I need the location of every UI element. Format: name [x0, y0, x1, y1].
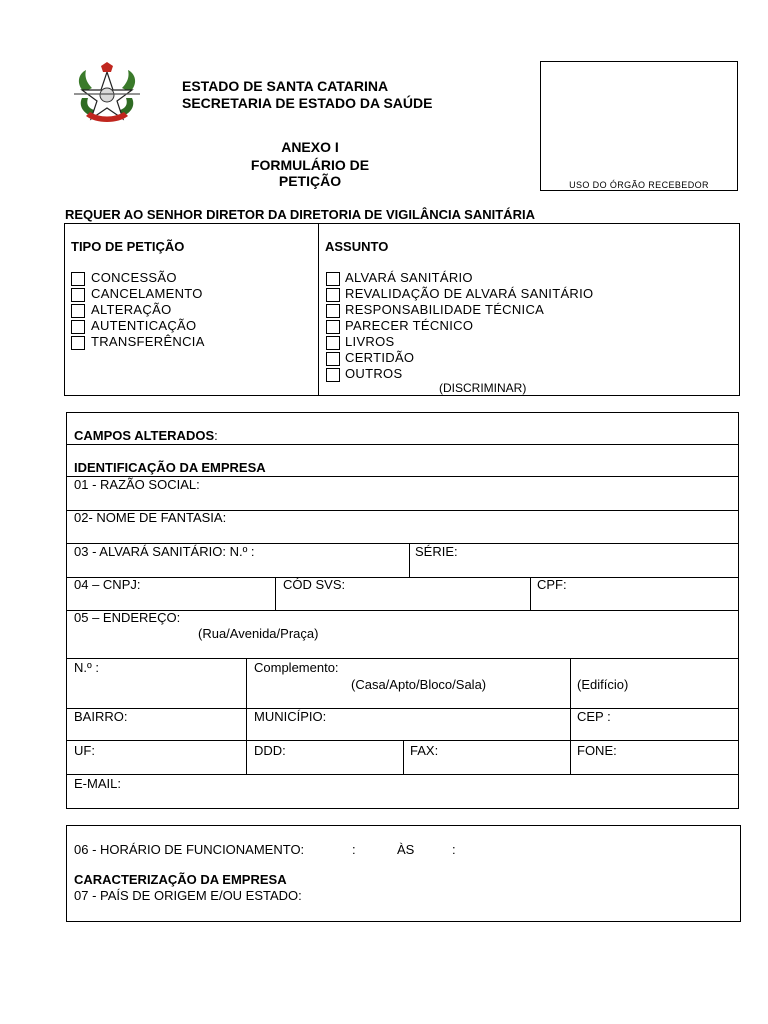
secretariat-name: SECRETARIA DE ESTADO DA SAÚDE: [182, 95, 433, 111]
petition-divider: [318, 223, 319, 396]
address-field[interactable]: 05 – ENDEREÇO:: [74, 610, 181, 625]
col-line: [409, 543, 410, 577]
changed-fields-label: CAMPOS ALTERADOS:: [74, 428, 218, 443]
option-label: AUTENTICAÇÃO: [91, 318, 197, 333]
receiver-stamp-box: [540, 61, 738, 191]
option-label: REVALIDAÇÃO DE ALVARÁ SANITÁRIO: [345, 286, 594, 301]
serie-field[interactable]: SÉRIE:: [415, 544, 458, 559]
checkbox-alvara-sanitario[interactable]: [326, 272, 340, 286]
cep-field[interactable]: CEP :: [577, 709, 611, 724]
col-line: [246, 658, 247, 774]
coat-of-arms-logo: [70, 62, 144, 124]
state-name: ESTADO DE SANTA CATARINA: [182, 78, 389, 94]
hours-colon-end: :: [452, 842, 456, 857]
nome-fantasia-field[interactable]: 02- NOME DE FANTASIA:: [74, 510, 227, 525]
col-line: [570, 658, 571, 774]
checkbox-revalidacao[interactable]: [326, 288, 340, 302]
checkbox-livros[interactable]: [326, 336, 340, 350]
col-line: [530, 577, 531, 610]
cpf-field[interactable]: CPF:: [537, 577, 567, 592]
option-label: ALVARÁ SANITÁRIO: [345, 270, 473, 285]
email-field[interactable]: E-MAIL:: [74, 776, 121, 791]
checkbox-certidao[interactable]: [326, 352, 340, 366]
building-field[interactable]: (Edifício): [577, 677, 629, 692]
row-line: [66, 577, 739, 578]
form-title: FORMULÁRIO DE PETIÇÃO: [250, 157, 370, 189]
fax-field[interactable]: FAX:: [410, 743, 439, 758]
alvara-number-field[interactable]: 03 - ALVARÁ SANITÁRIO: N.º :: [74, 544, 255, 559]
request-line: REQUER AO SENHOR DIRETOR DA DIRETORIA DE VIGILÂNCIA SANITÁRIA: [65, 207, 535, 222]
opening-hours-field[interactable]: 06 - HORÁRIO DE FUNCIONAMENTO:: [74, 842, 305, 857]
checkbox-transferencia[interactable]: [71, 336, 85, 350]
razao-social-field[interactable]: 01 - RAZÃO SOCIAL:: [74, 477, 200, 492]
discriminate-note: (DISCRIMINAR): [439, 381, 527, 395]
identification-heading: IDENTIFICAÇÃO DA EMPRESA: [74, 460, 266, 475]
option-label: RESPONSABILIDADE TÉCNICA: [345, 302, 545, 317]
subject-heading: ASSUNTO: [325, 239, 389, 254]
row-line: [66, 658, 739, 659]
row-line: [66, 708, 739, 709]
uf-field[interactable]: UF:: [74, 743, 95, 758]
option-label: ALTERAÇÃO: [91, 302, 172, 317]
number-field[interactable]: N.º :: [74, 660, 99, 675]
municipality-field[interactable]: MUNICÍPIO:: [254, 709, 327, 724]
row-line: [66, 774, 739, 775]
hours-to-label: ÀS: [397, 842, 415, 857]
ddd-field[interactable]: DDD:: [254, 743, 286, 758]
checkbox-outros[interactable]: [326, 368, 340, 382]
option-label: CERTIDÃO: [345, 350, 415, 365]
origin-field[interactable]: 07 - PAÍS DE ORIGEM E/OU ESTADO:: [74, 888, 302, 903]
complement-field[interactable]: Complemento:: [254, 660, 339, 675]
characterization-heading: CARACTERIZAÇÃO DA EMPRESA: [74, 872, 287, 887]
complement-hint: (Casa/Apto/Bloco/Sala): [351, 677, 487, 692]
checkbox-cancelamento[interactable]: [71, 288, 85, 302]
petition-heading: TIPO DE PETIÇÃO: [71, 239, 185, 254]
hours-colon-start: :: [352, 842, 356, 857]
checkbox-parecer-tecnico[interactable]: [326, 320, 340, 334]
annex-title: ANEXO I: [281, 139, 339, 155]
option-label: CANCELAMENTO: [91, 286, 203, 301]
row-line: [66, 444, 739, 445]
checkbox-responsabilidade-tecnica[interactable]: [326, 304, 340, 318]
receiver-box-label: USO DO ÓRGÃO RECEBEDOR: [569, 180, 709, 190]
option-label: LIVROS: [345, 334, 395, 349]
cnpj-field[interactable]: 04 – CNPJ:: [74, 577, 141, 592]
checkbox-autenticacao[interactable]: [71, 320, 85, 334]
phone-field[interactable]: FONE:: [577, 743, 617, 758]
cod-svs-field[interactable]: CÓD SVS:: [283, 577, 346, 592]
option-label: PARECER TÉCNICO: [345, 318, 474, 333]
address-hint: (Rua/Avenida/Praça): [198, 626, 319, 641]
option-label: OUTROS: [345, 366, 403, 381]
neighborhood-field[interactable]: BAIRRO:: [74, 709, 128, 724]
option-label: CONCESSÃO: [91, 270, 177, 285]
col-line: [403, 740, 404, 774]
checkbox-concessao[interactable]: [71, 272, 85, 286]
option-label: TRANSFERÊNCIA: [91, 334, 205, 349]
col-line: [275, 577, 276, 610]
checkbox-alteracao[interactable]: [71, 304, 85, 318]
